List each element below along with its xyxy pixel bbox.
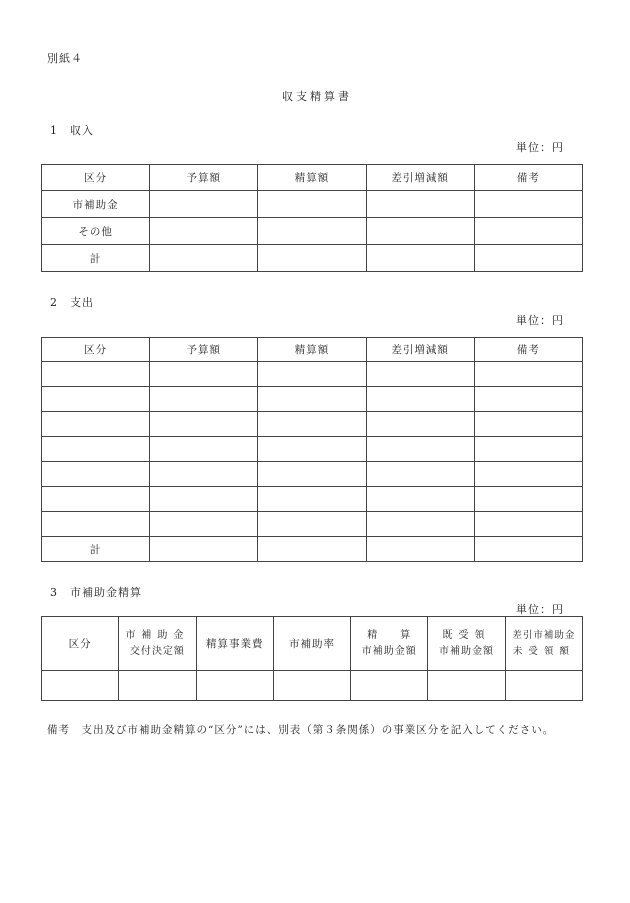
header-line: 市補助金 [125,629,190,641]
table-cell[interactable] [366,245,474,272]
table-cell[interactable] [474,362,582,387]
header-line: 差引市補助金 [512,630,576,642]
table-cell[interactable] [42,512,150,537]
table-cell[interactable] [474,245,582,272]
table-cell[interactable] [42,362,150,387]
header-line: 交付決定額 [129,645,185,657]
table-cell[interactable] [258,512,366,537]
table-cell[interactable] [150,537,258,562]
header-line: 未受領額 [512,645,575,657]
section1-unit: 単位：円 [516,141,564,154]
row-label: 市補助金 [42,191,150,218]
row-label: 計 [42,537,150,562]
table-cell[interactable] [366,191,474,218]
table-cell[interactable] [258,412,366,437]
header-received-subsidy [428,617,505,671]
table-cell[interactable] [366,412,474,437]
table-header-row [42,165,583,191]
table-cell[interactable] [366,537,474,562]
table-cell[interactable] [474,537,582,562]
table-cell[interactable] [258,487,366,512]
table-cell[interactable] [150,191,258,218]
header-settled: 精算額 [258,165,366,191]
table-row [42,412,583,437]
table-cell[interactable] [366,362,474,387]
header-category: 区分 [42,338,150,362]
table-cell[interactable] [474,512,582,537]
table-cell[interactable] [428,671,505,701]
section2-unit: 単位：円 [516,314,564,327]
table-cell[interactable] [258,387,366,412]
table-cell[interactable] [273,671,350,701]
table-cell[interactable] [351,671,428,701]
table-cell[interactable] [258,191,366,218]
header-remarks: 備考 [474,165,582,191]
table-row [42,437,583,462]
table-cell[interactable] [150,387,258,412]
attachment-label: 別紙４ [47,52,83,65]
table-cell[interactable] [258,462,366,487]
table-row [42,487,583,512]
header-grant-decision [119,617,196,671]
header-budget: 予算額 [150,165,258,191]
table-cell[interactable] [474,218,582,245]
table-cell[interactable] [42,387,150,412]
table-row [42,671,583,701]
table-cell[interactable] [258,437,366,462]
table-cell[interactable] [474,191,582,218]
subsidy-settlement-table [41,616,583,701]
section3-unit: 単位：円 [516,603,564,616]
table-row [42,362,583,387]
table-row [42,512,583,537]
table-cell[interactable] [150,437,258,462]
table-cell[interactable] [366,437,474,462]
table-cell[interactable] [474,437,582,462]
table-cell[interactable] [474,487,582,512]
table-cell[interactable] [366,512,474,537]
table-cell[interactable] [150,362,258,387]
header-budget: 予算額 [150,338,258,362]
table-cell[interactable] [150,512,258,537]
table-cell[interactable] [42,412,150,437]
table-cell[interactable] [366,218,474,245]
section2-heading: 2 支出 [50,296,94,309]
table-cell[interactable] [42,487,150,512]
expenditure-table [41,337,583,562]
table-cell[interactable] [366,487,474,512]
table-row [42,462,583,487]
header-settled: 精算額 [258,338,366,362]
income-table [41,164,583,272]
table-cell[interactable] [366,462,474,487]
table-cell[interactable] [42,671,119,701]
header-unreceived-subsidy [505,617,582,671]
header-line: 既受領 [442,629,491,641]
table-cell[interactable] [258,245,366,272]
table-cell[interactable] [119,671,196,701]
table-cell[interactable] [150,487,258,512]
table-cell[interactable] [150,218,258,245]
table-cell[interactable] [42,462,150,487]
header-subsidy-rate: 市補助率 [273,617,350,671]
table-cell[interactable] [150,412,258,437]
table-cell[interactable] [474,387,582,412]
table-cell[interactable] [150,462,258,487]
table-row [42,387,583,412]
table-cell[interactable] [150,245,258,272]
header-settled-subsidy [351,617,428,671]
table-row [42,245,583,272]
table-row [42,191,583,218]
header-line: 精 算 [367,629,412,641]
header-line: 市補助金額 [361,645,417,657]
table-header-row [42,338,583,362]
table-row [42,537,583,562]
table-header-row [42,617,583,671]
table-cell[interactable] [196,671,273,701]
header-remarks: 備考 [474,338,582,362]
table-cell[interactable] [366,387,474,412]
section3-heading: 3 市補助金精算 [50,586,142,599]
table-cell[interactable] [258,218,366,245]
header-line: 市補助金額 [439,645,495,657]
table-cell[interactable] [474,412,582,437]
header-category: 区分 [42,617,119,671]
section1-heading: 1 収入 [50,124,94,137]
table-cell[interactable] [42,437,150,462]
header-difference: 差引増減額 [366,165,474,191]
header-settled-cost: 精算事業費 [196,617,273,671]
table-row [42,218,583,245]
table-cell[interactable] [258,362,366,387]
table-cell[interactable] [474,462,582,487]
table-cell[interactable] [258,537,366,562]
document-title: 収支精算書 [282,90,352,103]
header-category: 区分 [42,165,150,191]
header-difference: 差引増減額 [366,338,474,362]
row-label: 計 [42,245,150,272]
remarks-note: 備考 支出及び市補助金精算の“区分”には、別表（第３条関係）の事業区分を記入してください。 [47,724,555,736]
table-cell[interactable] [505,671,582,701]
row-label: その他 [42,218,150,245]
